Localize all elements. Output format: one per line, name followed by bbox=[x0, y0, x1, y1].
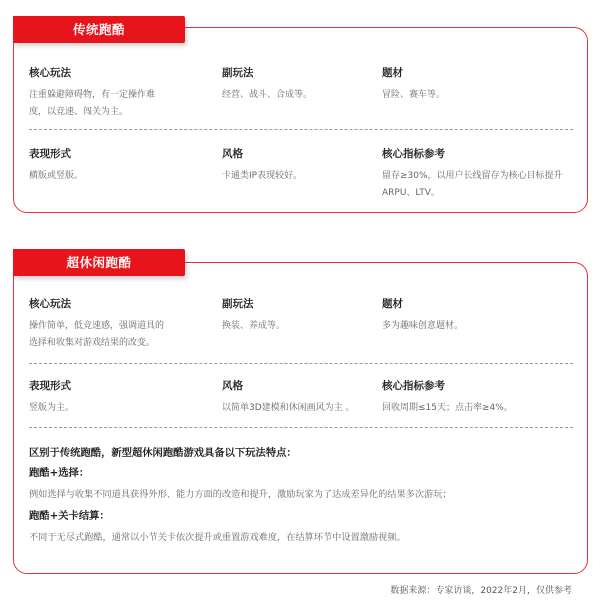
core-gameplay-title: 核心玩法 bbox=[29, 298, 71, 310]
theme-title: 题材 bbox=[382, 298, 403, 310]
core-metrics-title: 核心指标参考 bbox=[382, 148, 445, 160]
section-divider bbox=[29, 427, 573, 428]
theme-line: 多为趣味创意题材。 bbox=[382, 321, 464, 331]
presentation-cell bbox=[29, 147, 219, 185]
feature-title-choice: 跑酷+选择： bbox=[29, 467, 90, 479]
core-metrics-line: 回收周期≤15天；点击率≥4%。 bbox=[382, 403, 513, 413]
core-gameplay-cell bbox=[29, 297, 219, 352]
presentation-cell bbox=[29, 379, 219, 417]
core-gameplay-line: 注重躲避障碍物，有一定操作难 bbox=[29, 90, 156, 100]
style-line: 卡通类IP表现较好。 bbox=[222, 171, 303, 181]
core-gameplay-line: 选择和收集对游戏结果的改变。 bbox=[29, 338, 156, 348]
secondary-gameplay-title: 副玩法 bbox=[222, 67, 254, 79]
feature-title-level: 跑酷+关卡结算： bbox=[29, 510, 110, 522]
presentation-line: 横版或竖版。 bbox=[29, 171, 84, 181]
theme-cell bbox=[382, 66, 582, 104]
difference-heading: 区别于传统跑酷，新型超休闲跑酷游戏具备以下玩法特点： bbox=[29, 447, 297, 459]
presentation-title: 表现形式 bbox=[29, 148, 71, 160]
style-cell bbox=[222, 379, 382, 417]
secondary-gameplay-cell bbox=[222, 66, 372, 104]
core-metrics-cell bbox=[382, 379, 587, 417]
core-gameplay-line: 度，以竞速、闯关为主。 bbox=[29, 107, 129, 117]
traditional-parkour-tag: 传统跑酷 bbox=[13, 16, 185, 43]
core-gameplay-cell bbox=[29, 66, 219, 121]
theme-title: 题材 bbox=[382, 67, 403, 79]
core-metrics-line: 留存≥30%，以用户长线留存为核心目标提升 bbox=[382, 171, 563, 181]
hypercasual-parkour-card bbox=[13, 262, 588, 574]
style-title: 风格 bbox=[222, 380, 243, 392]
feature-text-level: 不同于无尽式跑酷，通常以小节关卡依次提升或重置游戏难度，在结算环节中设置激励视频。 bbox=[29, 532, 406, 543]
feature-text-choice: 例如选择与收集不同道具获得外形、能力方面的改造和提升，激励玩家为了达成差异化的结果多次游玩； bbox=[29, 489, 452, 500]
secondary-gameplay-title: 副玩法 bbox=[222, 298, 254, 310]
core-metrics-cell bbox=[382, 147, 587, 202]
traditional-parkour-card bbox=[13, 27, 588, 213]
row-divider bbox=[29, 129, 573, 130]
hypercasual-parkour-tag: 超休闲跑酷 bbox=[13, 249, 185, 276]
core-metrics-title: 核心指标参考 bbox=[382, 380, 445, 392]
secondary-gameplay-cell bbox=[222, 297, 372, 335]
core-gameplay-title: 核心玩法 bbox=[29, 67, 71, 79]
row-divider bbox=[29, 363, 573, 364]
presentation-line: 竖版为主。 bbox=[29, 403, 75, 413]
style-title: 风格 bbox=[222, 148, 243, 160]
core-gameplay-line: 操作简单，低竞速感，强调道具的 bbox=[29, 321, 165, 331]
secondary-gameplay-line: 经营、战斗、合成等。 bbox=[222, 90, 313, 100]
presentation-title: 表现形式 bbox=[29, 380, 71, 392]
theme-line: 冒险、赛车等。 bbox=[382, 90, 446, 100]
style-line: 以简单3D建模和休闲画风为主 。 bbox=[222, 403, 355, 413]
style-cell bbox=[222, 147, 372, 185]
core-metrics-line: ARPU、LTV。 bbox=[382, 188, 440, 198]
secondary-gameplay-line: 换装、养成等。 bbox=[222, 321, 286, 331]
theme-cell bbox=[382, 297, 582, 335]
data-source-note: 数据来源：专家访谈，2022年2月，仅供参考 bbox=[390, 586, 572, 596]
